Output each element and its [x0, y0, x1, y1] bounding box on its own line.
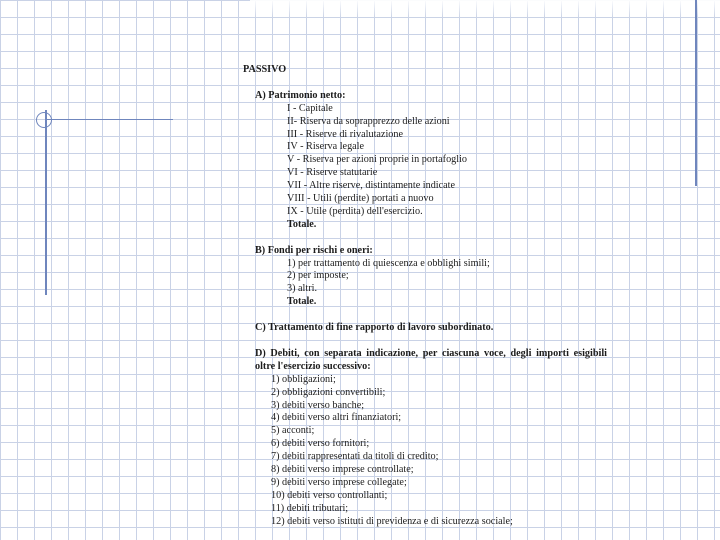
section-d-item: 10) debiti verso controllanti;	[271, 489, 388, 501]
document-title: PASSIVO	[243, 64, 287, 75]
section-d-item: 2) obbligazioni convertibili;	[271, 386, 386, 398]
section-a-total: Totale.	[287, 218, 317, 230]
section-b-item: 1) per trattamento di quiescenza e obblighi simili;	[287, 257, 490, 269]
section-d-item: 12) debiti verso istituti di previdenza e di sicurezza sociale;	[271, 515, 513, 527]
section-a-item: IX - Utile (perdita) dell'esercizio.	[287, 205, 423, 217]
section-a-item: IV - Riserva legale	[287, 141, 365, 153]
section-d-item: 9) debiti verso imprese collegate;	[271, 476, 407, 488]
section-b-total: Totale.	[287, 296, 317, 308]
section-a-heading: A) Patrimonio netto:	[255, 89, 346, 101]
decorative-horizontal-line	[47, 119, 173, 120]
section-a-item: VI - Riserve statutarie	[287, 167, 378, 179]
section-d-item: 4) debiti verso altri finanziatori;	[271, 412, 402, 424]
top-fade	[250, 0, 720, 18]
section-d-item: 8) debiti verso imprese controllate;	[271, 464, 414, 476]
section-a-item: I - Capitale	[287, 102, 333, 114]
section-d-item: 5) acconti;	[271, 425, 315, 437]
section-a-item: VIII - Utili (perdite) portati a nuovo	[287, 193, 434, 205]
decorative-circle	[36, 112, 52, 128]
decorative-vertical-line-left	[45, 110, 47, 295]
decorative-vertical-line-right	[695, 0, 697, 186]
document-page	[243, 64, 607, 529]
section-d-item: 6) debiti verso fornitori;	[271, 438, 370, 450]
section-b-heading: B) Fondi per rischi e oneri:	[255, 244, 373, 256]
section-b-item: 2) per imposte;	[287, 270, 349, 282]
section-a-item: VII - Altre riserve, distintamente indicate	[287, 180, 456, 192]
section-d-heading: D) Debiti, con separata indicazione, per ciascuna voce, degli importi esigibili oltre l'esercizio successivo:	[255, 347, 607, 372]
section-a-item: III - Riserve di rivalutazione	[287, 128, 403, 140]
section-d-item: 7) debiti rappresentati da titoli di credito;	[271, 451, 439, 463]
section-a-item: II- Riserva da soprapprezzo delle azioni	[287, 115, 450, 127]
section-c-heading: C) Trattamento di fine rapporto di lavoro subordinato.	[255, 322, 494, 334]
section-d-item: 3) debiti verso banche;	[271, 399, 365, 411]
section-d-item: 1) obbligazioni;	[271, 373, 336, 385]
section-d-item: 11) debiti tributari;	[271, 502, 349, 514]
section-a-item: V - Riserva per azioni proprie in portafoglio	[287, 154, 468, 166]
section-b-item: 3) altri.	[287, 283, 317, 295]
